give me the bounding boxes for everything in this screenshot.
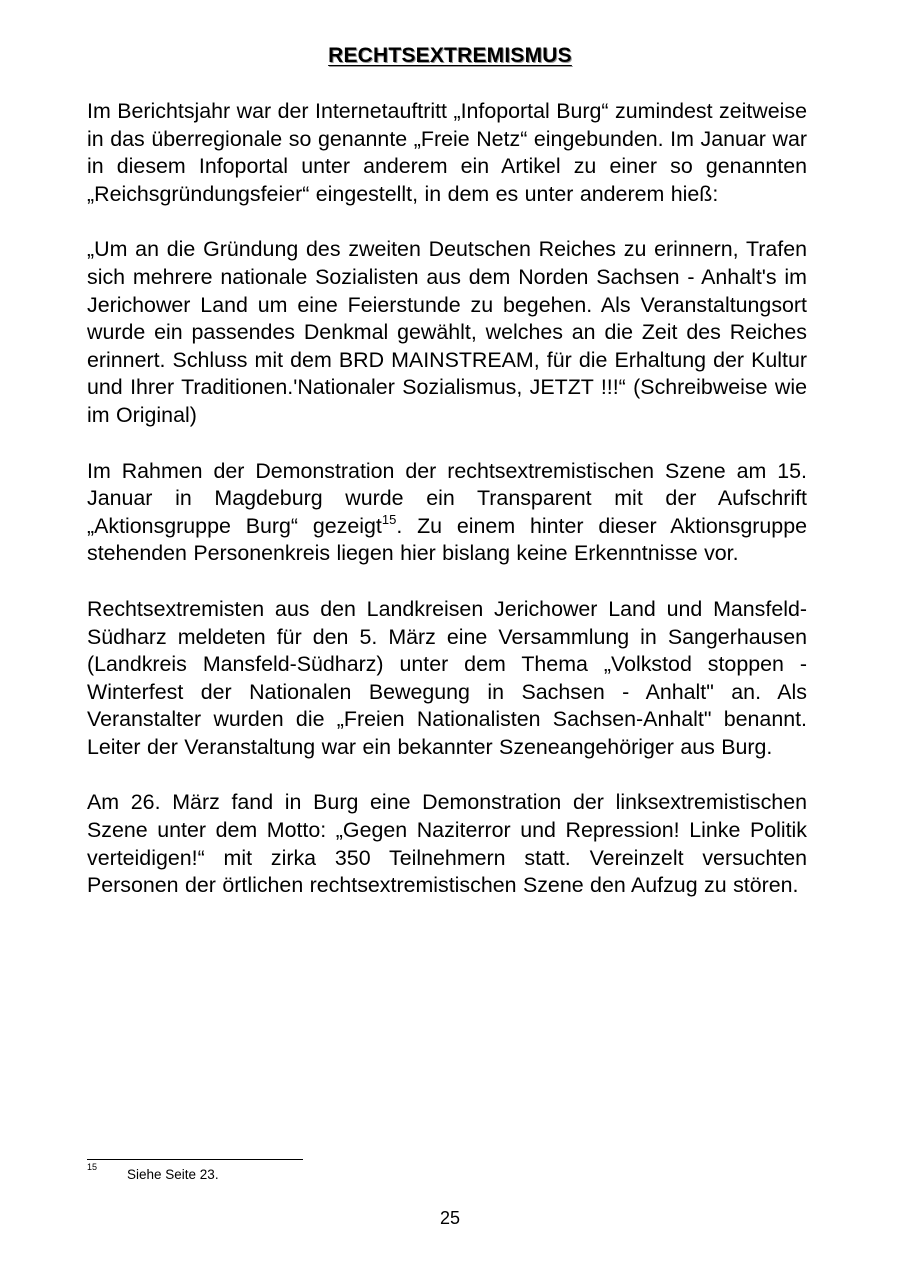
paragraph-3-text-before: Im Rahmen der Demonstration der rechtsextremistischen Szene am 15. Januar in Magdeburg wurde ein Transparent mit der Aufschrift „Aktionsgruppe Burg“ gezeigt bbox=[87, 458, 807, 538]
paragraph-5: Am 26. März fand in Burg eine Demonstration der linksextremistischen Szene unter dem Motto: „Gegen Naziterror und Repression! Linke Politik verteidigen!“ mit zirka 350 Teilnehmern statt. Vereinzelt versuchten Personen der örtlichen rechtsextremistischen Szene den Aufzug zu stören. bbox=[87, 790, 807, 898]
paragraph-3-text-after: . Zu einem hinter dieser Aktionsgruppe stehenden Personenkreis liegen hier bislang keine Erkenntnisse vor. bbox=[87, 513, 807, 566]
paragraph-3 bbox=[87, 458, 807, 568]
footnote-number: 15 bbox=[87, 1162, 98, 1172]
page-number: 25 bbox=[439, 1208, 461, 1228]
section-heading: RECHTSEXTREMISMUS bbox=[328, 44, 572, 67]
paragraph-2-quote: „Um an die Gründung des zweiten Deutschen Reiches zu erinnern, Trafen sich mehrere nationale Sozialisten aus dem Norden Sachsen - Anhalt's im Jerichower Land um eine Feierstunde zu begehen. Als Veranstaltungsort wurde ein passendes Denkmal gewählt, welches an die Zeit des Reiches erinnert. Schluss mit dem BRD MAINSTREAM, für die Erhaltung der Kultur und Ihrer Traditionen.'Nationaler Sozialismus, JETZT !!!“ (Schreibweise wie im Original) bbox=[87, 237, 807, 427]
footnote-reference[interactable]: 15 bbox=[381, 511, 397, 527]
footnote-separator bbox=[87, 1159, 303, 1160]
paragraph-1: Im Berichtsjahr war der Internetauftritt „Infoportal Burg“ zumindest zeitweise in das überregionale so genannte „Freie Netz“ eingebunden. Im Januar war in diesem Infoportal unter anderem ein Artikel zu einer so genannten „Reichsgründungsfeier“ eingestellt, in dem es unter anderem hieß: bbox=[87, 99, 807, 206]
paragraph-4: Rechtsextremisten aus den Landkreisen Jerichower Land und Mansfeld-Südharz meldeten für den 5. März eine Versammlung in Sangerhausen (Landkreis Mansfeld-Südharz) unter dem Thema „Volkstod stoppen - Winterfest der Nationalen Bewegung in Sachsen - Anhalt" an. Als Veranstalter wurden die „Freien Nationalisten Sachsen-Anhalt" benannt. Leiter der Veranstaltung war ein bekannter Szeneangehöriger aus Burg. bbox=[87, 596, 807, 759]
body-text bbox=[87, 98, 807, 928]
footnote-text: Siehe Seite 23. bbox=[127, 1167, 219, 1182]
